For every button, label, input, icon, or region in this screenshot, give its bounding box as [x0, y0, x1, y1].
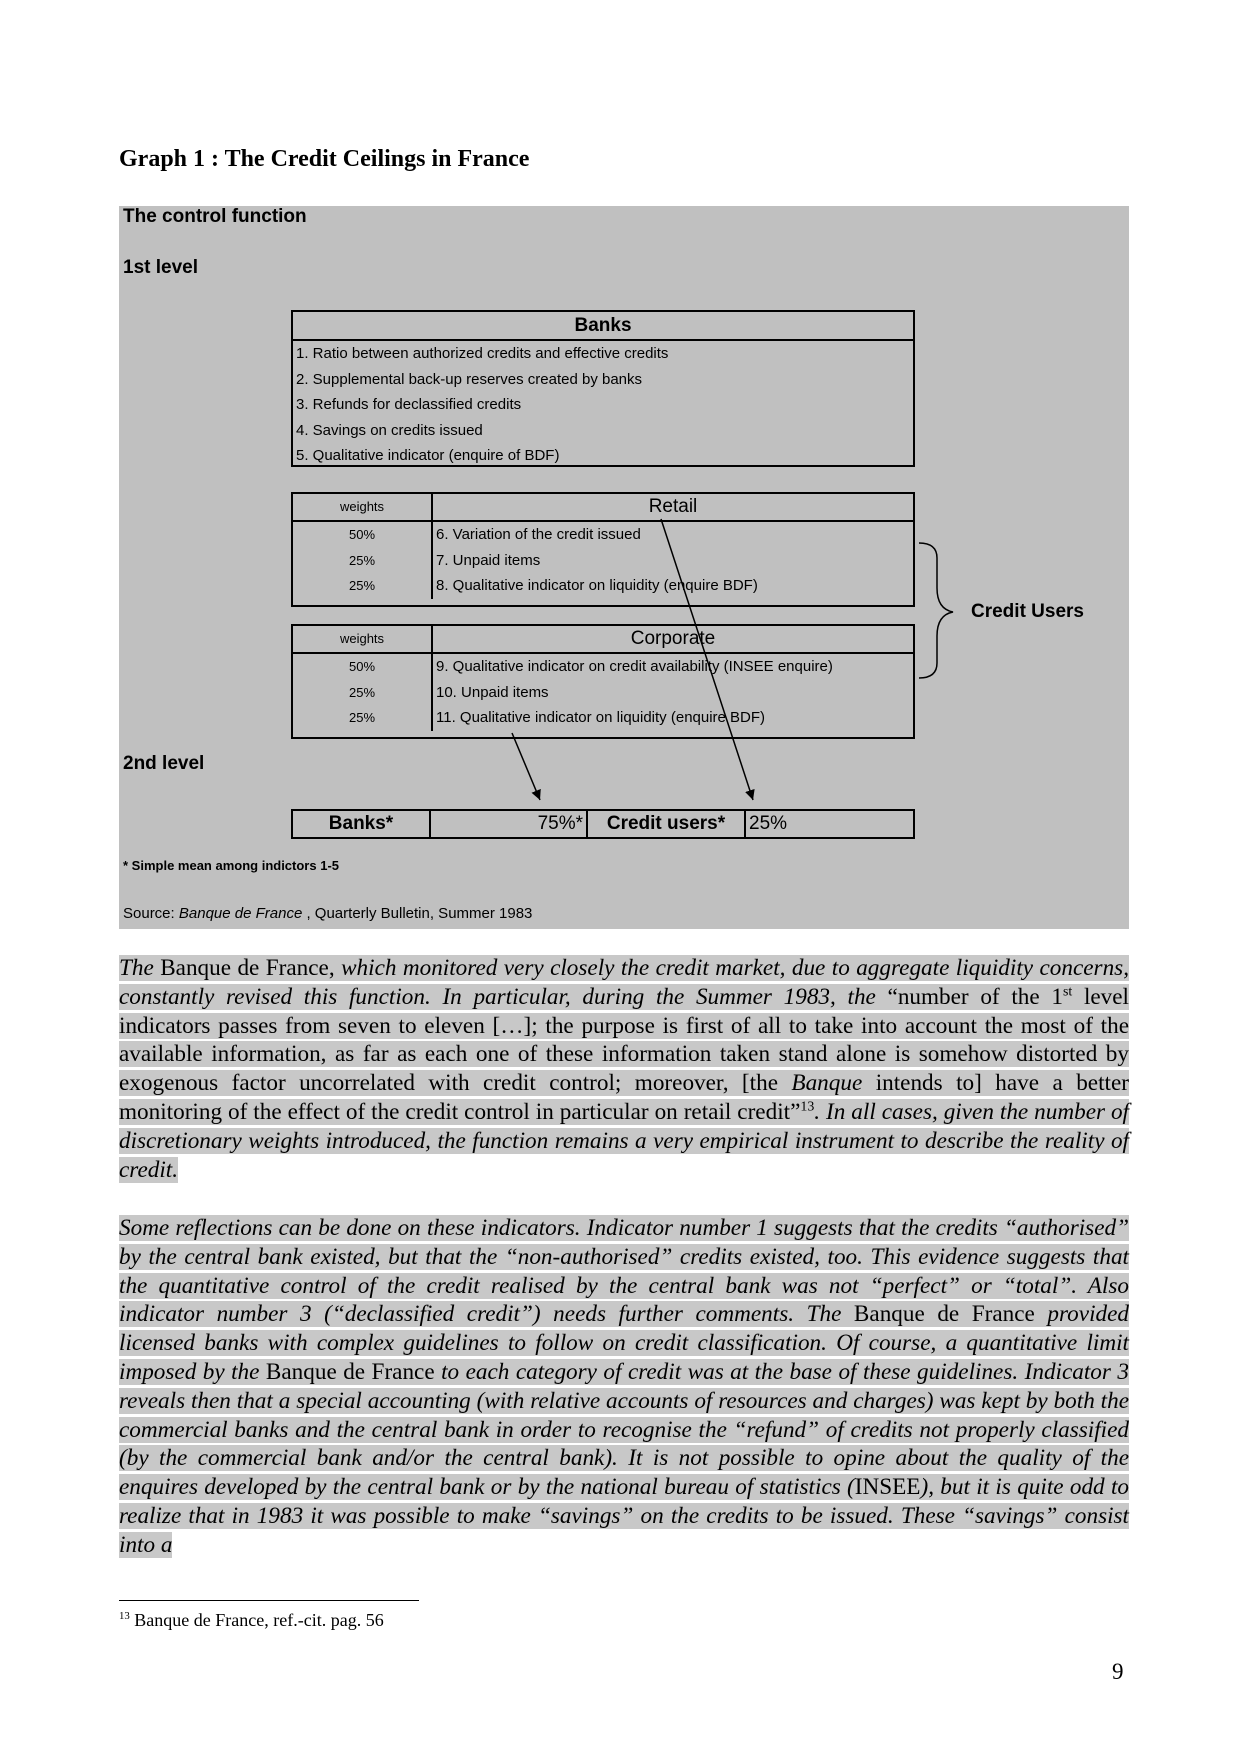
- para1-s3: which monitored very closely the credit market, due to aggregate liquidity concerns, constantly revised this function. In particular, during the Summer 1983, the: [119, 955, 1129, 1010]
- retail-weight-6: 50%: [293, 522, 433, 548]
- source-name: Banque de France: [178, 905, 303, 922]
- paragraph-1: [119, 954, 1129, 1184]
- source-prefix: Source:: [123, 905, 179, 922]
- para1-s7: intends to] have a better monitoring of the effect of the credit control in particular on retail credit”: [119, 1070, 1129, 1125]
- corporate-weight-9: 50%: [293, 654, 433, 680]
- retail-header: Retail: [648, 496, 698, 517]
- credit-users-brace: [919, 543, 953, 678]
- second-level-label: 2nd level: [123, 753, 205, 774]
- para2-s7: ), but it is quite odd to realize that in 1983 it was possible to make “savings” on the credits to be issued. These “savings” consist into a: [119, 1474, 1129, 1558]
- retail-weights-header: weights: [293, 494, 433, 520]
- retail-indicator-8: 8. Qualitative indicator on liquidity (enquire BDF): [436, 577, 758, 594]
- final-banks-weight: 75%*: [431, 811, 588, 837]
- para2-s6: INSEE: [854, 1474, 921, 1501]
- para2-s3: provided licensed banks with complex guidelines to follow on credit classification. Of course, a quantitative limit imposed by the: [119, 1301, 1129, 1385]
- footnote-ref-13: 13: [800, 1099, 815, 1115]
- banks-header: Banks: [293, 312, 913, 341]
- retail-indicator-7: 7. Unpaid items: [436, 551, 541, 569]
- graph-title: Graph 1 : The Credit Ceilings in France: [119, 146, 530, 172]
- banks-indicator-1: 1. Ratio between authorized credits and effective credits: [296, 345, 669, 362]
- control-function-label: The control function: [123, 206, 307, 227]
- corporate-weight-10: 25%: [293, 680, 433, 706]
- para1-s4: “number of the 1: [887, 983, 1063, 1010]
- final-credit-users-label: Credit users*: [588, 811, 746, 837]
- diagram-footnote: * Simple mean among indictors 1-5: [123, 858, 339, 873]
- banks-indicator-3: 3. Refunds for declassified credits: [296, 396, 522, 413]
- final-banks-label: Banks*: [293, 811, 431, 837]
- banks-indicator-4: 4. Savings on credits issued: [296, 421, 483, 439]
- para2-s4: Banque de France: [259, 1358, 442, 1385]
- para1-s4-sup: st: [1062, 984, 1073, 1000]
- para1-s1: The: [119, 955, 154, 981]
- retail-weight-8: 25%: [293, 573, 433, 599]
- retail-to-credit-users-arrow: [661, 519, 753, 800]
- corporate-indicator-10: 10. Unpaid items: [436, 683, 549, 701]
- para2-s2: Banque de France: [841, 1301, 1048, 1328]
- credit-ceilings-diagram: [119, 206, 1129, 929]
- retail-weight-7: 25%: [293, 548, 433, 574]
- para1-s6: Banque: [791, 1070, 863, 1097]
- corporate-to-banks-arrow: [512, 733, 540, 800]
- retail-indicator-6: 6. Variation of the credit issued: [436, 526, 641, 543]
- corporate-header: Corporate: [630, 628, 716, 649]
- footnote-text: Banque de France, ref.-cit. pag. 56: [129, 1610, 384, 1630]
- para2-s1: Some reflections can be done on these indicators. Indicator number 1 suggests that the credits “authorised” by the central bank existed, but that the “non-authorised” credits existed, too. This evidence suggests that the quantitative control of the credit realised by the central bank was not “perfect” or “total”. Also indicator number 3 (“declassified credit”) needs further comments. The: [119, 1215, 1129, 1328]
- banks-indicator-2: 2. Supplemental back-up reserves created by banks: [296, 370, 643, 388]
- source-suffix: , Quarterly Bulletin, Summer 1983: [302, 905, 533, 922]
- footnote-divider: [119, 1600, 419, 1601]
- credit-users-label: Credit Users: [971, 601, 1084, 622]
- paragraph-2: [119, 1214, 1129, 1560]
- para1-s8: . In all cases, given the number of discretionary weights introduced, the function remains a very empirical instrument to describe the reality of credit.: [119, 1098, 1130, 1183]
- first-level-label: 1st level: [123, 257, 198, 278]
- footnote-13: [119, 1610, 384, 1631]
- corporate-indicator-11: 11. Qualitative indicator on liquidity (enquire BDF): [436, 709, 766, 726]
- corporate-weights-header: weights: [293, 626, 433, 652]
- banks-indicator-5: 5. Qualitative indicator (enquire of BDF): [296, 447, 560, 464]
- page-number: 9: [1112, 1659, 1124, 1684]
- para1-s5: level indicators passes from seven to eleven […]; the purpose is first of all to take into account the most of the available information, as far as each one of these information taken stand alone is somehow distorted by exogenous factor uncorrelated with credit control; moreover, [the: [119, 983, 1130, 1097]
- footnote-mark: 13: [119, 1610, 130, 1622]
- corporate-indicator-9: 9. Qualitative indicator on credit availability (INSEE enquire): [436, 658, 833, 675]
- para2-s5: to each category of credit was at the base of these guidelines. Indicator 3 reveals then that a special accounting (with relative accounts of resources and charges) was kept by both the commercial banks and the central bank in order to recognise the “refund” of credits not properly classified (by the commercial bank and/or the central bank). It is not possible to opine about the quality of the enquires developed by the central bank or by the national bureau of statistics (: [119, 1358, 1129, 1501]
- final-credit-users-weight: 25%: [749, 813, 788, 834]
- para1-s2: Banque de France,: [153, 955, 342, 981]
- diagram-connectors: [119, 206, 1129, 929]
- corporate-weight-11: 25%: [293, 705, 433, 731]
